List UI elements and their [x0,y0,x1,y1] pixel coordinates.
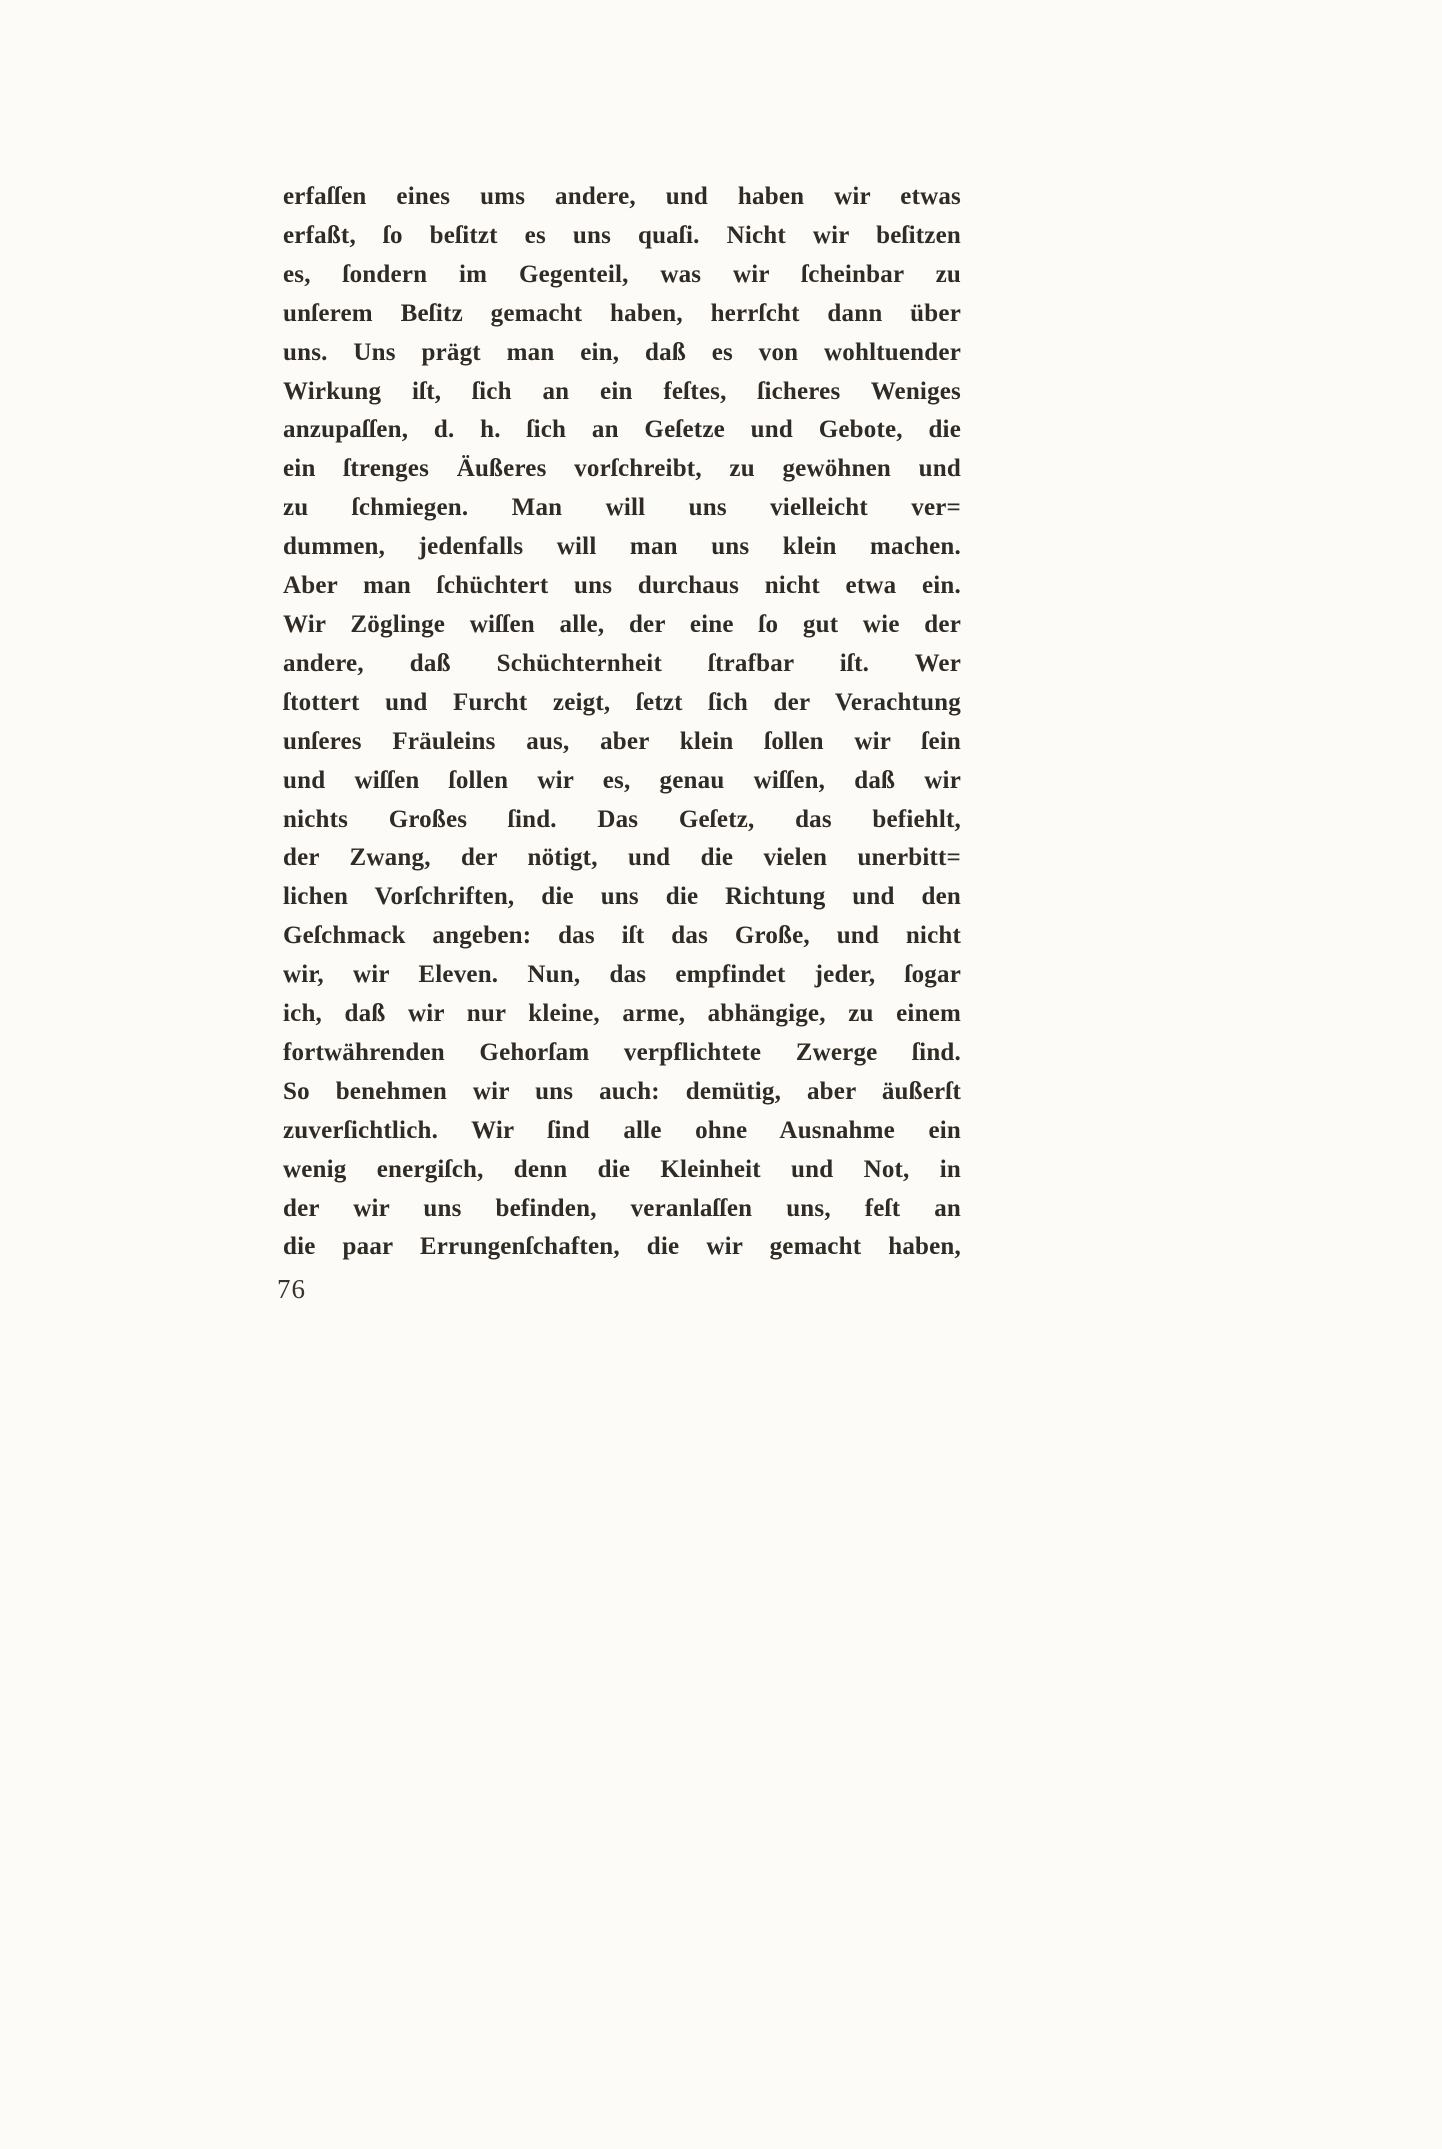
text-line: unſerem Beſitz gemacht haben, herrſcht dann über [283,299,961,327]
text-line: lichen Vorſchriften, die uns die Richtung und den [283,883,961,911]
page-number: 76 [277,1274,306,1304]
text-line: die paar Errungenſchaften, die wir gemacht haben, [283,1233,961,1261]
text-line: dummen, jedenfalls will man uns klein machen. [283,533,961,561]
text-line: Wirkung iſt, ſich an ein feſtes, ſicheres Weniges [283,377,961,405]
text-line: wir, wir Eleven. Nun, das empfindet jeder, ſogar [283,961,961,989]
text-line: erfaßt, ſo beſitzt es uns quaſi. Nicht wir beſitzen [283,221,961,249]
text-line: zu ſchmiegen. Man will uns vielleicht ver= [283,494,961,522]
text-line: uns. Uns prägt man ein, daß es von wohltuender [283,338,961,366]
text-line: zuverſichtlich. Wir ſind alle ohne Ausnahme ein [283,1116,961,1144]
text-line: Wir Zöglinge wiſſen alle, der eine ſo gut wie der [283,610,961,638]
text-line: So benehmen wir uns auch: demütig, aber äußerſt [283,1077,961,1105]
text-line: ein ſtrenges Äußeres vorſchreibt, zu gewöhnen und [283,455,961,483]
text-line: ſtottert und Furcht zeigt, ſetzt ſich der Verachtung [283,688,961,716]
text-line: Aber man ſchüchtert uns durchaus nicht etwa ein. [283,572,961,600]
text-line: der Zwang, der nötigt, und die vielen unerbitt= [283,844,961,872]
text-line: fortwährenden Gehorſam verpflichtete Zwerge ſind. [283,1038,961,1066]
text-line: erfaſſen eines ums andere, und haben wir etwas [283,183,961,210]
text-line: es, ſondern im Gegenteil, was wir ſcheinbar zu [283,260,961,288]
text-line: anzupaſſen, d. h. ſich an Geſetze und Gebote, die [283,416,961,444]
text-block [283,178,961,1267]
text-line: und wiſſen ſollen wir es, genau wiſſen, daß wir [283,766,961,794]
text-line: der wir uns befinden, veranlaſſen uns, feſt an [283,1194,961,1222]
text-line: ich, daß wir nur kleine, arme, abhängige, zu einem [283,1000,961,1028]
text-line: nichts Großes ſind. Das Geſetz, das befiehlt, [283,805,961,833]
text-line: unſeres Fräuleins aus, aber klein ſollen wir ſein [283,727,961,755]
text-line: andere, daß Schüchternheit ſtrafbar iſt. Wer [283,649,961,677]
text-line: wenig energiſch, denn die Kleinheit und Not, in [283,1155,961,1183]
text-line: Geſchmack angeben: das iſt das Große, und nicht [283,922,961,950]
